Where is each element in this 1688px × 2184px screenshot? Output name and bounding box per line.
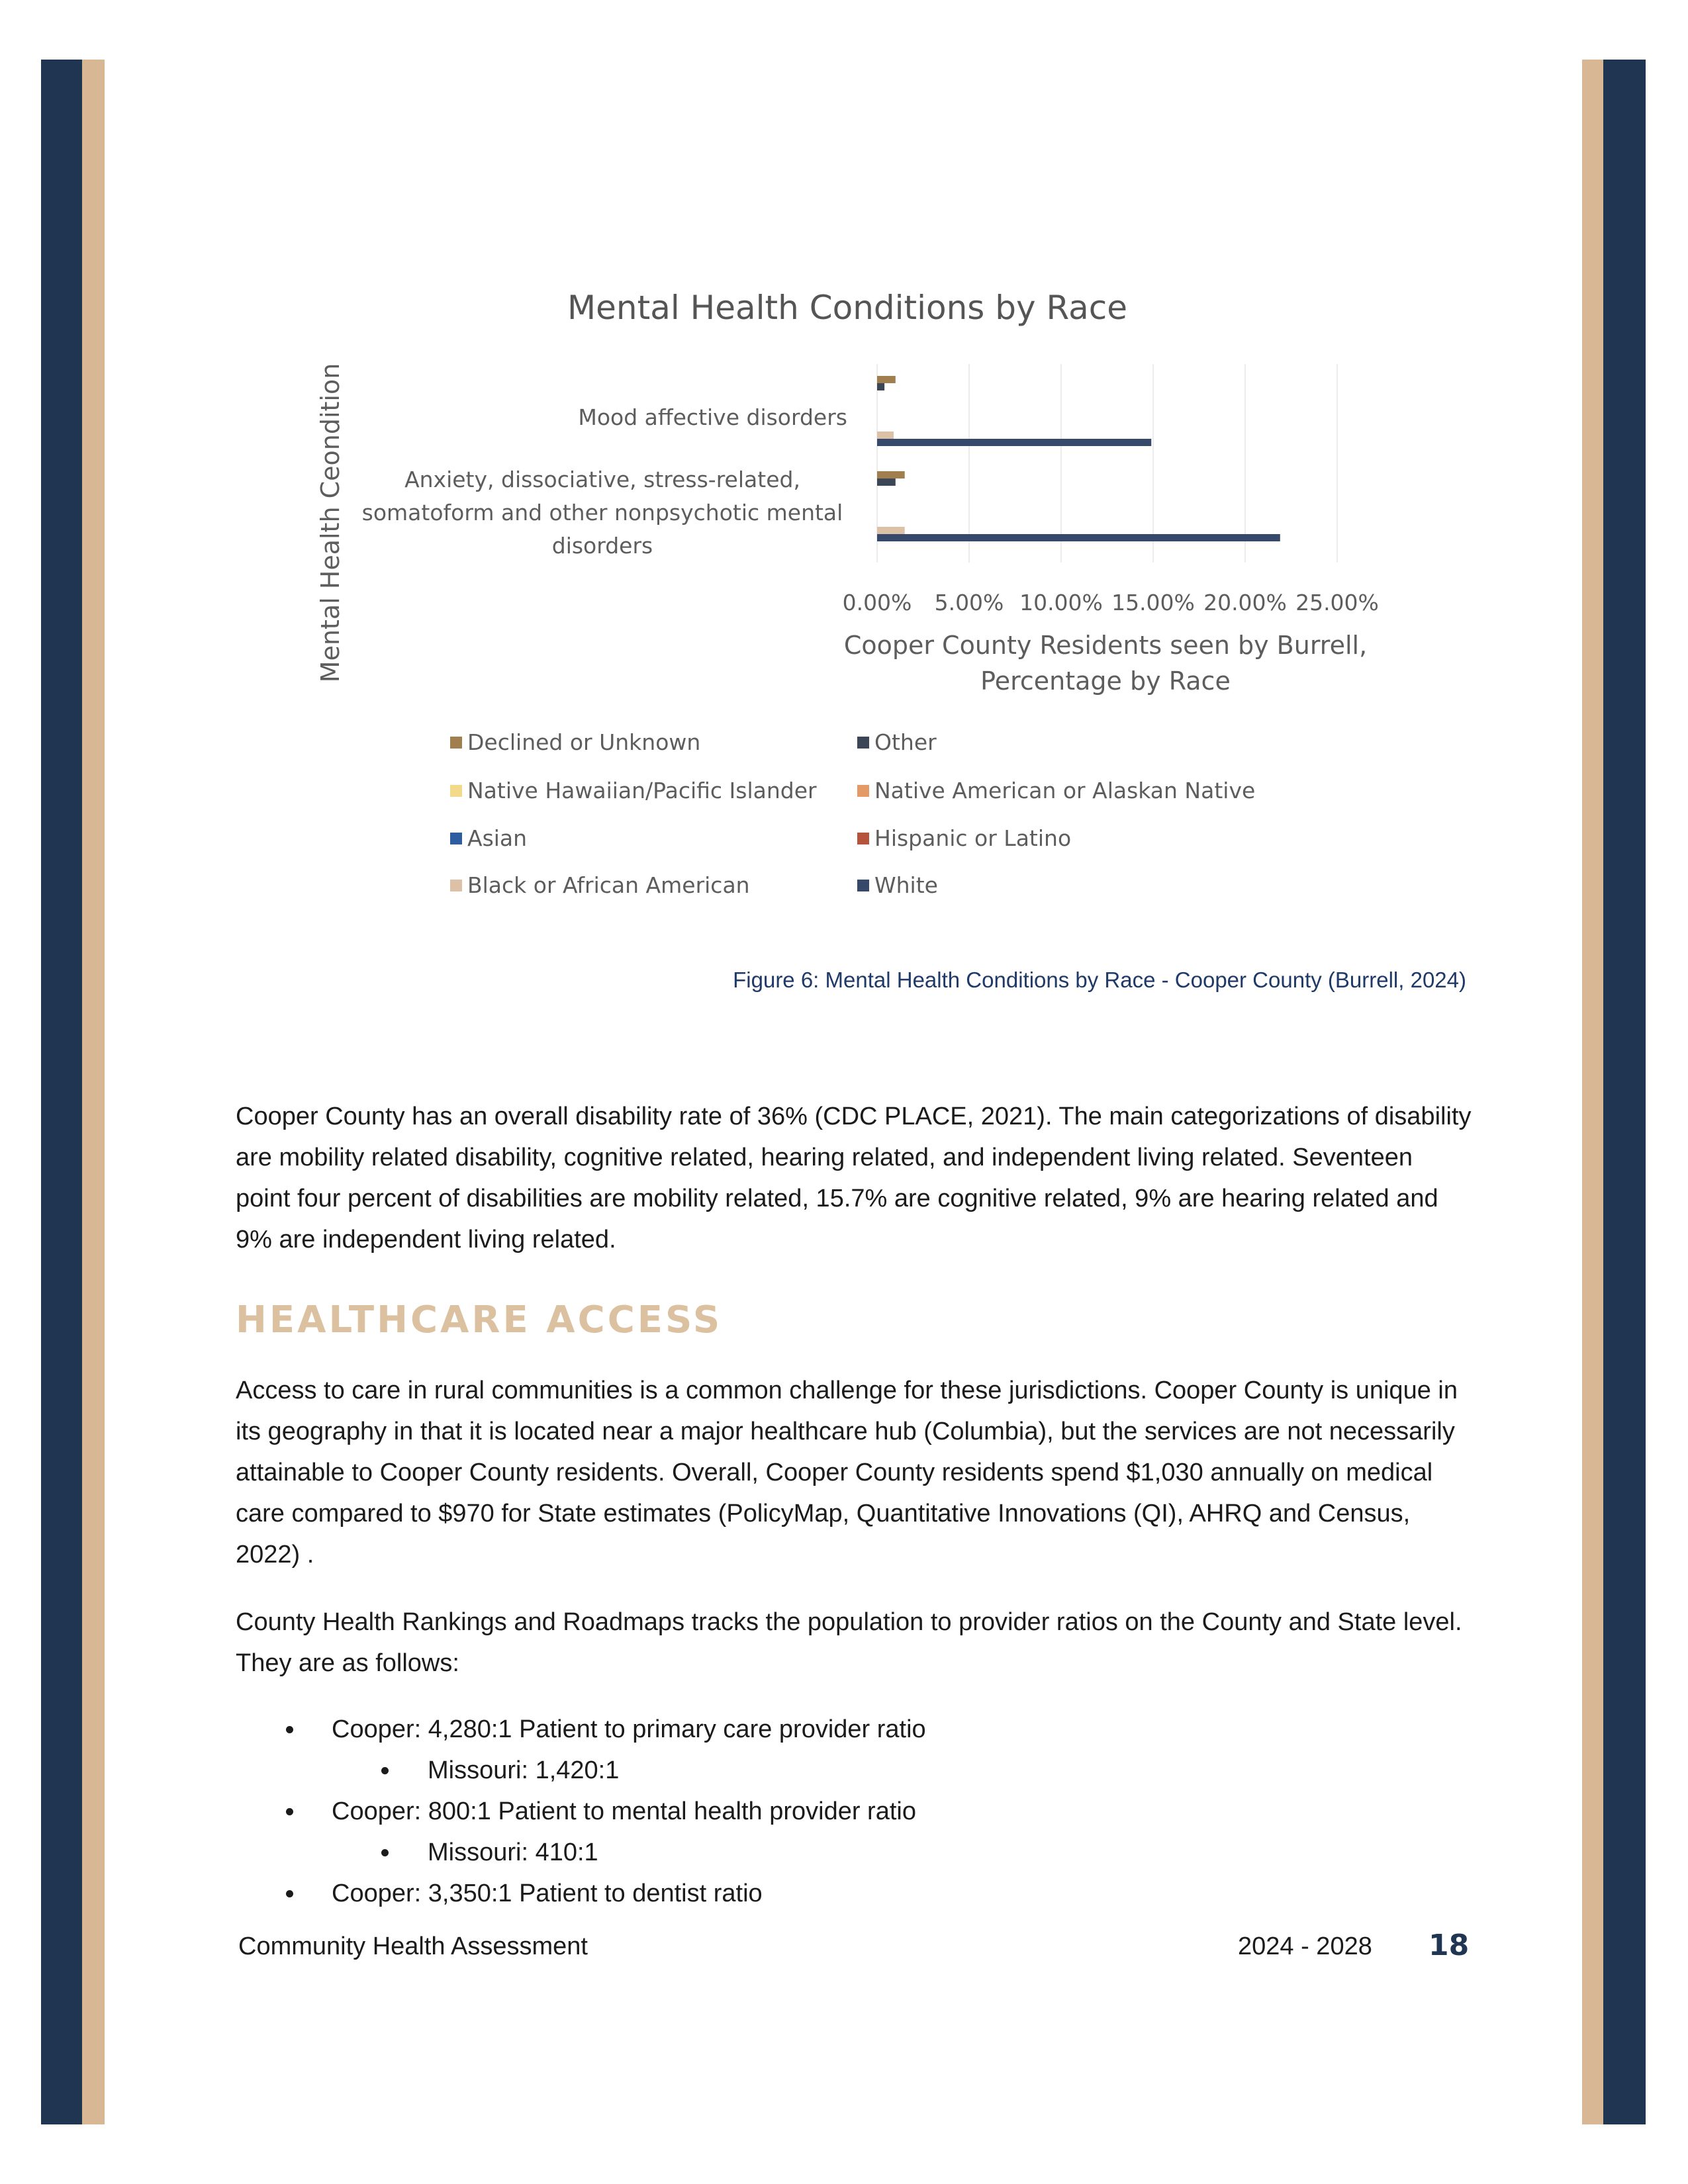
x-tick-label: 15.00%: [1111, 590, 1195, 615]
category-label: [362, 467, 843, 559]
legend-swatch: [857, 880, 869, 891]
legend-item: [450, 825, 527, 851]
legend-swatch: [857, 785, 869, 797]
list-item: [236, 1791, 1427, 1832]
x-axis-label: [844, 631, 1367, 696]
legend-label: Asian: [467, 825, 528, 851]
list-item: [236, 1709, 1427, 1750]
category-label-line: disorders: [551, 533, 653, 559]
bar: [877, 376, 896, 383]
bar: [877, 478, 896, 486]
legend-item: [450, 872, 750, 898]
category-label-line: somatoform and other nonpsychotic mental: [361, 500, 843, 525]
bar: [877, 471, 905, 478]
legend-swatch: [450, 785, 462, 797]
x-axis-label-line: Percentage by Race: [980, 666, 1231, 696]
y-axis-label: Mental Health Ceondition: [316, 363, 345, 683]
left-border-tan-stripe: [82, 60, 105, 2124]
bullet-dot: [286, 1890, 293, 1897]
list-item-text: Cooper: 4,280:1 Patient to primary care provider ratio: [332, 1715, 926, 1743]
category-label-line: Anxiety, dissociative, stress-related,: [404, 467, 800, 492]
category-label: Mood affective disorders: [578, 404, 847, 430]
bullet-dot: [286, 1726, 293, 1733]
bullet-dot: [381, 1849, 389, 1856]
list-item: [236, 1873, 1427, 1914]
chart-canvas: [278, 271, 1417, 933]
list-item: [236, 1750, 1427, 1791]
x-tick-label: 5.00%: [934, 590, 1004, 615]
legend-item: [857, 872, 938, 898]
legend-item: [857, 825, 1071, 851]
bullet-dot: [286, 1808, 293, 1815]
legend-swatch: [450, 880, 462, 891]
list-item: [236, 1832, 1427, 1873]
footer-document-title: Community Health Assessment: [238, 1933, 588, 1960]
legend-swatch: [450, 737, 462, 749]
x-tick-label: 20.00%: [1203, 590, 1287, 615]
list-item-text: Missouri: 410:1: [428, 1839, 598, 1866]
figure-caption: Figure 6: Mental Health Conditions by Race - Cooper County (Burrell, 2024): [733, 968, 1466, 992]
list-item-text: Missouri: 1,420:1: [428, 1756, 620, 1784]
legend-label: Native American or Alaskan Native: [874, 778, 1256, 803]
footer-years: 2024 - 2028: [1238, 1933, 1372, 1960]
rankings-paragraph: County Health Rankings and Roadmaps tracks the population to provider ratios on the County and State level. They are as follows:: [236, 1608, 1462, 1677]
legend-label: White: [874, 872, 938, 898]
x-tick-label: 0.00%: [842, 590, 912, 615]
disability-paragraph: Cooper County has an overall disability rate of 36% (CDC PLACE, 2021). The main categorizations of disability are mobility related disability, cognitive related, hearing related, and independent living related. Seventeen point four percent of disabilities are mobility related, 15.7% are cognitive related, 9% are hearing related and 9% are independent living related.: [236, 1103, 1472, 1253]
legend-item: [857, 729, 937, 755]
legend-label: Declined or Unknown: [467, 729, 701, 755]
right-border-navy-stripe: [1603, 60, 1646, 2124]
list-item-text: Cooper: 3,350:1 Patient to dentist ratio: [332, 1880, 763, 1907]
provider-ratio-list: [236, 1709, 1427, 1914]
legend-swatch: [450, 833, 462, 844]
mental-health-chart: [278, 271, 1417, 933]
legend-label: Black or African American: [467, 872, 750, 898]
bar: [877, 439, 1151, 446]
legend-label: Native Hawaiian/Pacific Islander: [467, 778, 817, 803]
x-axis-label-line: Cooper County Residents seen by Burrell,: [843, 631, 1368, 660]
bar: [877, 534, 1280, 541]
bar: [877, 527, 905, 534]
chart-title: Mental Health Conditions by Race: [567, 289, 1127, 327]
legend-label: Other: [874, 729, 937, 755]
page-number: 18: [1429, 1929, 1470, 1962]
legend-label: Hispanic or Latino: [874, 825, 1072, 851]
left-border-navy-stripe: [41, 60, 82, 2124]
list-item-text: Cooper: 800:1 Patient to mental health provider ratio: [332, 1797, 916, 1825]
legend-swatch: [857, 833, 869, 844]
bullet-dot: [381, 1767, 389, 1774]
section-heading: HEALTHCARE ACCESS: [236, 1298, 723, 1342]
bar: [877, 432, 894, 439]
x-tick-label: 10.00%: [1019, 590, 1103, 615]
legend-item: [857, 778, 1255, 803]
bar: [877, 383, 884, 390]
legend-item: [450, 729, 700, 755]
legend-item: [450, 778, 817, 803]
right-border-tan-stripe: [1582, 60, 1603, 2124]
x-tick-label: 25.00%: [1295, 590, 1379, 615]
access-paragraph: Access to care in rural communities is a common challenge for these jurisdictions. Cooper County is unique in its geography in that it is located near a major healthcare hub (Columbia), but the services are not necessarily attainable to Cooper County residents. Overall, Cooper County residents spend $1,030 annually on medical care compared to $970 for State estimates (PolicyMap, Quantitative Innovations (QI), AHRQ and Census, 2022) .: [236, 1377, 1458, 1569]
legend-swatch: [857, 737, 869, 749]
